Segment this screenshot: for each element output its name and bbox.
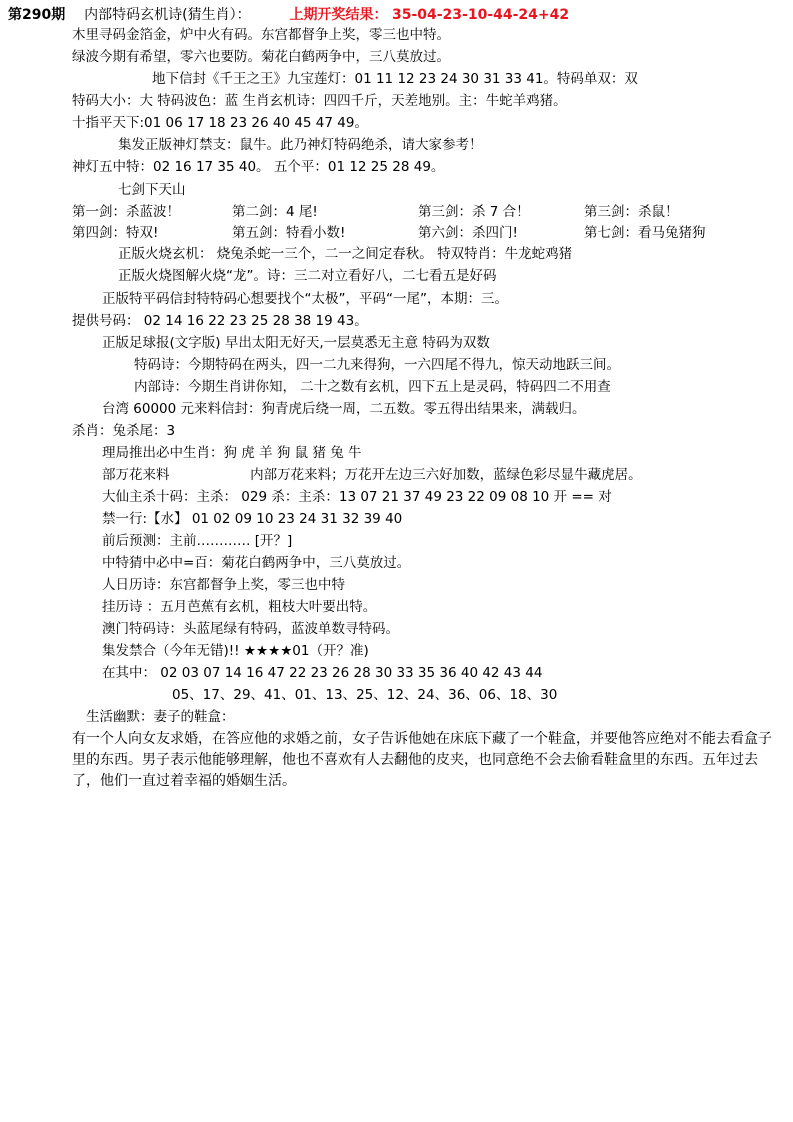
text-line-25: 中特猜中必中=百：菊花白鹤两争中，三八莫放过。 — [102, 555, 411, 571]
text-line-14: 提供号码： 02 14 16 22 23 25 28 38 19 43。 — [72, 313, 368, 329]
humor-story: 有一个人向女友求婚，在答应他的求婚之前，女子告诉他她在床底下藏了一个鞋盒，并要他答应绝对不能去看盒子里的东西。男子表示他能够理解，他也不喜欢有人去翻他的皮夹，也同意绝不会去偷看鞋盒里的东西。五年过去了，他们一直过着幸福的婚姻生活。 — [72, 731, 772, 789]
text-line-23: 禁一行:【水】 01 02 09 10 23 24 31 32 39 40 — [102, 511, 403, 527]
text-line-28: 澳门特码诗：头蓝尾绿有特码，蓝波单数寻特码。 — [102, 621, 399, 637]
five-flat-numbers: 五个平：01 12 25 28 49。 — [273, 159, 445, 175]
text-line-26: 人日历诗：东宫都督争上奖，零三也中特 — [102, 577, 345, 593]
text-line-19: 杀肖：兔杀尾：3 — [72, 423, 176, 439]
seven-swords-title: 七剑下天山 — [118, 182, 186, 198]
text-line-15: 正版足球报(文字版) 早出太阳无好天,一层莫悉无主意 特码为双数 — [102, 335, 490, 351]
sword-5: 第五剑：特看小数! — [232, 225, 346, 241]
sword-3a: 第三剑：杀 7 合！ — [418, 204, 530, 220]
text-line-30: 在其中： 02 03 07 14 16 47 22 23 26 28 30 33 35 36 40 42 43 44 — [102, 665, 543, 681]
wanhua-content: 内部万花来料；万花开左边三六好加数，蓝绿色彩尽显牛藏虎居。 — [250, 467, 642, 483]
text-line-11: 正版火烧玄机： 烧兔杀蛇一三个，二一之间定春秋。 特双特肖：牛龙蛇鸡猪 — [118, 246, 573, 262]
text-line-1: 木里寻码金箔金，炉中火有码。东宫都督争上奖，零三也中特。 — [72, 27, 450, 43]
text-line-3: 地下信封《千王之王》九宝莲灯：01 11 12 23 24 30 31 33 41。特码单双：双 — [152, 71, 638, 87]
text-line-4: 特码大小：大 特码波色：蓝 生肖玄机诗：四四千斤，天差地别。主：牛蛇羊鸡猪。 — [72, 93, 567, 109]
text-line-18: 台湾 60000 元来料信封：狗青虎后绕一周，二五数。零五得出结果来，满载归。 — [102, 401, 586, 417]
text-line-22: 大仙主杀十码：主杀： 029 杀：主杀：13 07 21 37 49 23 22 09 08 10 开 == 对 — [102, 489, 612, 505]
text-line-31: 05、17、29、41、01、13、25、12、24、36、06、18、30 — [172, 687, 558, 703]
sword-6: 第六剑：杀四门! — [418, 225, 518, 241]
sword-1: 第一剑：杀蓝波！ — [72, 204, 180, 220]
text-line-24: 前后预测：主前………… [开？] — [102, 533, 293, 549]
sword-2: 第二剑：4 尾! — [232, 204, 318, 220]
header-row — [8, 5, 569, 25]
humor-title: 生活幽默：妻子的鞋盒： — [86, 709, 235, 725]
sword-4: 第四剑：特双! — [72, 225, 159, 241]
text-line-5: 十指平天下:01 06 17 18 23 26 40 45 47 49。 — [72, 115, 368, 131]
sword-3b: 第三剑：杀鼠！ — [584, 204, 679, 220]
text-line-12: 正版火烧图解火烧“龙”。诗：三二对立看好八，二七看五是好码 — [118, 268, 497, 284]
text-line-21 — [102, 465, 642, 485]
last-result-label: 上期开奖结果： — [289, 7, 388, 23]
text-line-20: 理局推出必中生肖：狗 虎 羊 狗 鼠 猪 兔 牛 — [102, 445, 362, 461]
wanhua-label: 部万花来料 — [102, 467, 170, 483]
lamp-five-numbers: 神灯五中特：02 16 17 35 40。 — [72, 159, 270, 175]
header-title: 内部特码玄机诗(猜生肖）： — [84, 7, 251, 23]
text-line-16: 特码诗：今期特码在两头，四一二九来得狗，一六四尾不得九，惊天动地跃三间。 — [134, 357, 620, 373]
last-result-numbers: 35-04-23-10-44-24+42 — [391, 7, 570, 23]
text-line-2: 绿波今期有希望，零六也要防。菊花白鹤两争中，三八莫放过。 — [72, 49, 450, 65]
text-line-6: 集发正版神灯禁支：鼠牛。此乃神灯特码绝杀，请大家参考！ — [118, 137, 483, 153]
text-line-29: 集发禁合（今年无错)!! ★★★★01（开？准) — [102, 643, 369, 659]
sword-7: 第七剑：看马兔猪狗 — [584, 225, 706, 241]
text-line-27: 挂历诗 ：五月芭蕉有玄机，粗枝大叶要出特。 — [102, 599, 377, 615]
text-line-17: 内部诗：今期生肖讲你知， 二十之数有玄机，四下五上是灵码，特码四二不用查 — [134, 379, 611, 395]
text-line-13: 正版特平码信封特特码心想要找个“太极”，平码“一尾”，本期：三。 — [102, 291, 508, 307]
text-line-7 — [72, 157, 444, 177]
issue-number: 第290期 — [8, 7, 66, 23]
